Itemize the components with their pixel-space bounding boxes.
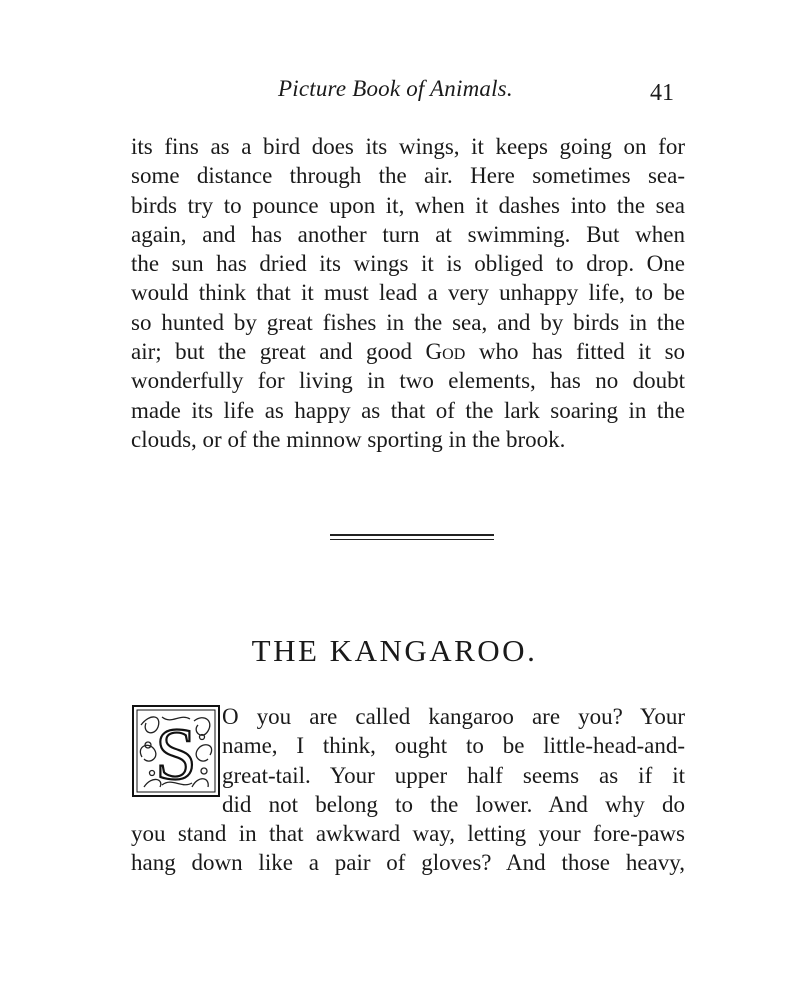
text-line: birds try to pounce upon it, when it dashes into the sea (131, 192, 685, 218)
text-line: some distance through the air. Here sometimes sea- (131, 163, 685, 189)
drop-cap-letter: S (155, 714, 197, 796)
drop-cap-ornament (132, 705, 220, 797)
text-line: so hunted by great fishes in the sea, and by birds in the (131, 309, 685, 335)
text-line: the sun has dried its wings it is obliged to drop. One (131, 251, 685, 277)
text-segment: who has fitted it so (478, 339, 686, 365)
text-line: clouds, or of the minnow sporting in the brook. (131, 426, 566, 452)
text-line: hang down like a pair of gloves? And those heavy, (131, 850, 685, 876)
text-line: would think that it must lead a very unhappy life, to be (131, 280, 685, 306)
text-line: you stand in that awkward way, letting your fore-paws (131, 821, 685, 847)
section-divider-rule (330, 534, 494, 540)
text-line: made its life as happy as that of the lark soaring in the (131, 397, 685, 423)
kangaroo-paragraph-indented (222, 702, 685, 819)
text-line: wonderfully for living in two elements, has no doubt (131, 368, 685, 394)
text-line: did not belong to the lower. And why do (222, 791, 685, 817)
text-segment: air; but the great and good (131, 339, 412, 365)
paragraph-flying-fish (131, 132, 685, 454)
kangaroo-paragraph-full (131, 819, 685, 878)
small-caps-word: God (425, 339, 466, 365)
running-header-title: Picture Book of Animals. (278, 76, 513, 101)
text-line (131, 337, 685, 366)
text-line: O you are called kangaroo are you? Your (222, 704, 685, 729)
section-heading: THE KANGAROO. (251, 633, 538, 668)
text-line: its fins as a bird does its wings, it keeps going on for (131, 134, 685, 159)
page-number: 41 (650, 80, 674, 106)
text-line: name, I think, ought to be little-head-and- (222, 733, 685, 759)
ornament-initial-icon (132, 705, 220, 797)
text-line: great-tail. Your upper half seems as if it (222, 762, 685, 788)
text-line: again, and has another turn at swimming. But when (131, 221, 685, 247)
